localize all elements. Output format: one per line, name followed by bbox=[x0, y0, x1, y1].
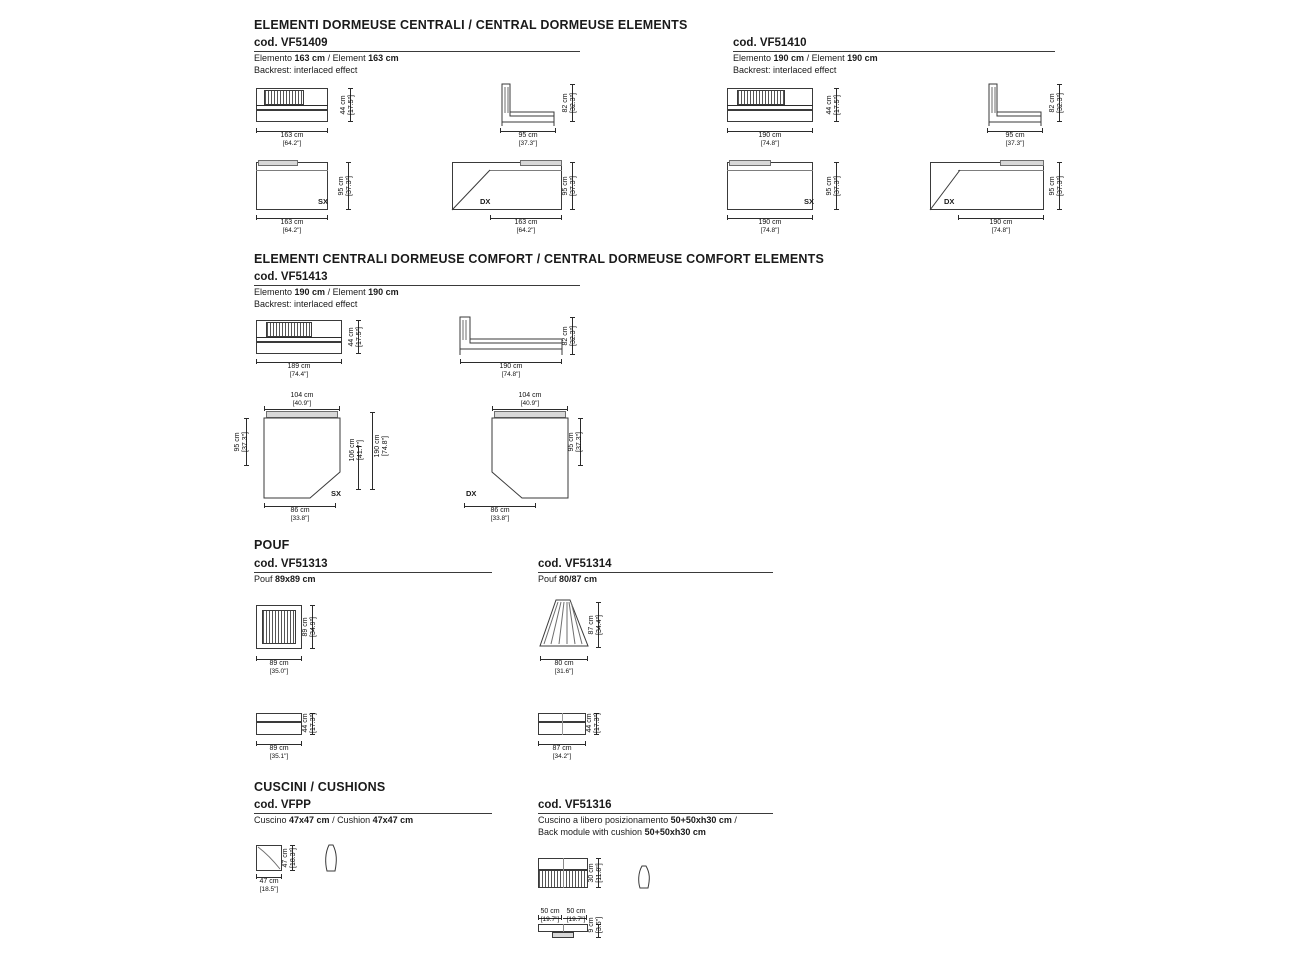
product-backrest-note-vf51409: Backrest: interlaced effect bbox=[254, 65, 358, 75]
product-desc-vfpp: Cuscino 47x47 cm / Cushion 47x47 cm bbox=[254, 815, 414, 825]
product-code-vfpp: cod. VFPP bbox=[254, 799, 311, 811]
product-desc-vf51313: Pouf 89x89 cm bbox=[254, 574, 316, 584]
divider bbox=[254, 572, 492, 573]
product-code-vf51316: cod. VF51316 bbox=[538, 799, 612, 811]
divider bbox=[538, 572, 773, 573]
product-code-vf51413: cod. VF51413 bbox=[254, 271, 328, 283]
divider bbox=[254, 813, 492, 814]
product-desc-vf51316-line1: Cuscino a libero posizionamento 50+50xh30 cm / bbox=[538, 815, 737, 825]
plan-label-sx: SX bbox=[804, 197, 815, 206]
product-code-vf51409: cod. VF51409 bbox=[254, 37, 328, 49]
product-desc-vf51409: Elemento 163 cm / Element 163 cm bbox=[254, 53, 399, 63]
section-title-pouf: POUF bbox=[254, 538, 290, 552]
product-code-vf51314: cod. VF51314 bbox=[538, 558, 612, 570]
plan-label-sx: SX bbox=[331, 489, 342, 498]
plan-label-sx: SX bbox=[318, 197, 329, 206]
technical-spec-sheet: ELEMENTI DORMEUSE CENTRALI / CENTRAL DORMEUSE ELEMENTS cod. VF51409 Elemento 163 cm / Element 163 cm Backrest: interlaced effect 163 cm [64.2"] 44 cm [17.5"] 95 cm [37.3"] 82 cm [32.3"] SX 163 cm [64.2"] 95 cm [37.3"] DX 163 cm [64.2"] 95 cm [37.3"] cod. VF51410 Elemento 190 cm / Element 190 cm Backrest: interlaced effect 190 cm [74.8"] 44 cm [17.5"] 95 cm [37.3"] 82 cm [32.3"] SX 190 cm [74.8"] 95 cm [37.3"] DX 190 cm [74.8"] 95 cm [37.3"] ELEMENTI CENTRALI DORMEUSE COMFORT / CENTRAL DORMEUSE COMFORT ELEMENTS cod. VF51413 Elemento 190 cm / Element 190 cm Backrest: interlaced effect 189 cm [74.4"] 44 cm [17.5"] 190 cm [74.8"] 82 cm [32.3"] 104 cm [40.9"] SX 95 cm [37.3"] 190 cm [74.8"] 106 cm [41.7"] 86 cm [33.8"] 104 cm [40.9"] DX 95 cm [37.3"] 86 cm [33.8"] POUF cod. VF51313 Pouf 89x89 cm 89 cm [35.0"] 89 cm [34.9"] 89 cm [35.1"] 44 cm [17.3"] cod. VF51314 Pouf 80/87 cm 80 cm [31.6"] 87 cm [34.4"] 87 cm [34.2"] 44 cm [17.3"] CUSCINI / CUSHIONS cod. VFPP Cuscino 47x47 cm / Cushion 47x47 cm 47 cm [18.5"] 47 cm [18.3"] cod. VF51316 Cuscino a libero posizionamento 50+50xh30 cm / Back module with cushion 50+50xh30 cm 30 cm [11.8"] 50 cm 50 cm [19.7"] [19.7"] 9 cm [3.5"] bbox=[0, 0, 1293, 969]
plan-label-dx: DX bbox=[466, 489, 477, 498]
product-backrest-note-vf51410: Backrest: interlaced effect bbox=[733, 65, 837, 75]
divider bbox=[733, 51, 1055, 52]
divider bbox=[538, 813, 773, 814]
product-desc-vf51314: Pouf 80/87 cm bbox=[538, 574, 598, 584]
section-title-dormeuse-comfort: ELEMENTI CENTRALI DORMEUSE COMFORT / CENTRAL DORMEUSE COMFORT ELEMENTS bbox=[254, 252, 825, 266]
product-desc-vf51316-line2: Back module with cushion 50+50xh30 cm bbox=[538, 827, 706, 837]
divider bbox=[254, 51, 580, 52]
plan-label-dx: DX bbox=[944, 197, 955, 206]
product-code-vf51313: cod. VF51313 bbox=[254, 558, 328, 570]
section-title-dormeuse-centrali: ELEMENTI DORMEUSE CENTRALI / CENTRAL DORMEUSE ELEMENTS bbox=[254, 18, 688, 32]
section-title-cuscini: CUSCINI / CUSHIONS bbox=[254, 780, 386, 794]
plan-label-dx: DX bbox=[480, 197, 491, 206]
divider bbox=[254, 285, 580, 286]
product-desc-vf51413: Elemento 190 cm / Element 190 cm bbox=[254, 287, 399, 297]
product-code-vf51410: cod. VF51410 bbox=[733, 37, 807, 49]
product-desc-vf51410: Elemento 190 cm / Element 190 cm bbox=[733, 53, 878, 63]
product-backrest-note-vf51413: Backrest: interlaced effect bbox=[254, 299, 358, 309]
